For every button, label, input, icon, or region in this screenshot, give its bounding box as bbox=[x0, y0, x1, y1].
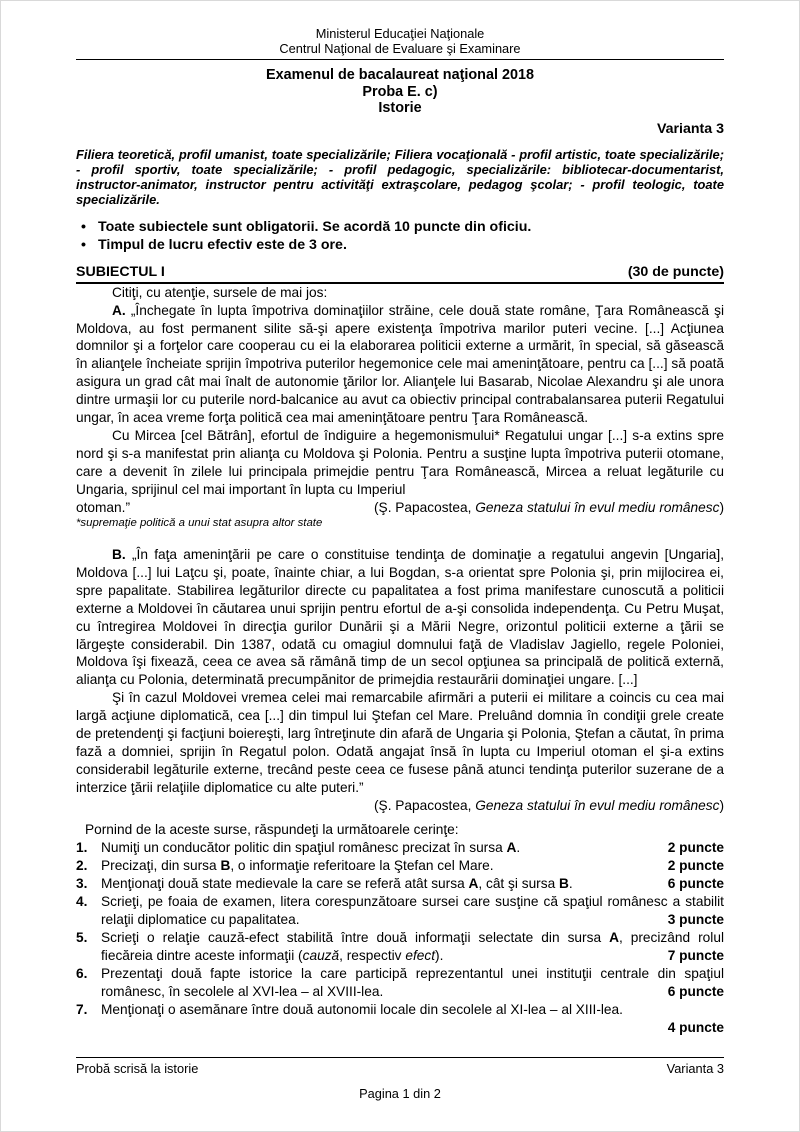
footer-page-number: Pagina 1 din 2 bbox=[359, 1086, 441, 1101]
ministry-header bbox=[76, 27, 724, 56]
subject1-heading: SUBIECTUL I bbox=[76, 263, 165, 280]
source-a-footnote: *supremaţie politică a unui stat asupra altor state bbox=[76, 517, 323, 530]
question-number: 3. bbox=[76, 876, 88, 892]
instruction-item bbox=[76, 218, 724, 237]
instructions-list bbox=[76, 218, 724, 255]
question-number: 1. bbox=[76, 840, 88, 856]
ministry-name: Ministerul Educaţiei Naţionale bbox=[315, 26, 485, 41]
page-footer bbox=[76, 1057, 724, 1101]
source-a-paragraph-1: A. „Închegate în lupta împotriva dominaţiilor străine, cele două state române, Ţara Românească şi Moldova, au fost permanent silite să-şi apere existenţa împotriva marilor puteri vecine. [...] Acţiunea domnilor şi a forţelor care cooperau cu ei la elaborarea politicii externe a urmărit, în special, să găsească în alianţele încheiate sprijin împotriva puterilor hegemonice cele mai ameninţătoare, pentru ca [...] să poată asigura un grad cât mai înalt de autonomie ţărilor lor. Alianţele lui Basarab, Nicolae Alexandru şi ale unora dintre urmaşii lor cu puterile nord-balcanice au avut ca obiectiv principal contrabalansarea puterii Regatului ungar, în acea vreme forţa politică cea mai ameninţătoare pentru Ţara Românească. bbox=[76, 302, 724, 426]
question-text: Scrieţi, pe foaia de examen, litera corespunzătoare sursei care susţine că spaţiul românesc a stabilit relaţii diplomatice cu papalitatea. bbox=[101, 894, 724, 928]
exam-page bbox=[1, 1, 799, 1036]
sources-intro: Citiţi, cu atenţie, sursele de mai jos: bbox=[112, 284, 328, 300]
subject1-heading-row bbox=[76, 263, 724, 284]
question-points: 4 puncte bbox=[667, 1019, 724, 1035]
evaluation-center-name: Centrul Naţional de Evaluare şi Examinare bbox=[279, 40, 521, 56]
bullet-icon: • bbox=[81, 218, 86, 235]
question-row bbox=[76, 839, 724, 857]
source-b-paragraph-1: B. „În faţa ameninţării pe care o constituise tendinţa de dominaţie a regatului angevin [Ungaria], Moldova [...] lui Laţcu şi, poate, înainte chiar, a lui Bogdan, s-a orientat spre Polonia şi, prin mijlocirea ei, spre papalitate. Stabilirea legăturilor directe cu papalitatea a fost prima manifestare cunoscută a politicii externe a Moldovei în căutarea unui sprijin pentru efortul de a-şi consolida independenţa. Cu Petru Muşat, cu întregirea Moldovei în direcţia gurilor Dunării şi a Mării Negre, orizontul politicii externe a ţării se lărgeşte considerabil. Din 1387, odată cu omagiul domnului faţă de Vladislav Jagiello, regele Poloniei, Moldova îşi fixează, ceea ce avea să rămână timp de un secol opţiunea sa principală de politică externă, alianţa cu Polonia, determinată precumpănitor de primejdia restaurării dominaţiei ungare. [...] bbox=[76, 546, 724, 688]
questions-prompt: Pornind de la aceste surse, răspundeţi la următoarele cerinţe: bbox=[85, 821, 459, 837]
question-number: 7. bbox=[76, 1001, 88, 1017]
question-body bbox=[101, 875, 724, 893]
source-b-paragraph-2: Şi în cazul Moldovei vremea celei mai remarcabile afirmări a puterii ei militare a coincis cu cea mai largă acţiune diplomatică, cea [...] din timpul lui Ştefan cel Mare. Preluând domnia în condiţii grele create de pretendenţi şi facţiuni boiereşti, larg întreţinute din afară de Ungaria şi Polonia, Ştefan a căutat, în prima fază a domniei, sprijin în Regatul polon. Odată angajat însă în lupta cu Imperiul otoman el şi-a extins considerabil legăturile externe, trecând peste ceea ce fusese până atunci tendinţa puterilor suzerane de a interzice ţării relaţiile diplomatice cu alte puteri.” bbox=[76, 690, 724, 795]
question-body bbox=[101, 857, 724, 875]
question-points: 7 puncte bbox=[667, 947, 724, 963]
question-body bbox=[101, 1001, 724, 1037]
variant-label: Varianta 3 bbox=[656, 120, 724, 137]
question-row bbox=[76, 929, 724, 965]
question-row bbox=[76, 875, 724, 893]
bullet-icon: • bbox=[81, 237, 86, 254]
subject1-points: (30 de puncte) bbox=[627, 263, 724, 280]
question-number: 5. bbox=[76, 930, 88, 945]
exam-title-block bbox=[76, 67, 724, 117]
question-text: Scrieţi o relaţie cauză-efect stabilită între două informaţii selectate din sursa A, precizând rolul fiecăreia dintre aceste informaţii (cauză, respectiv efect). bbox=[101, 930, 724, 963]
question-row bbox=[76, 893, 724, 929]
subject1-body bbox=[76, 284, 724, 1037]
question-text: Menţionaţi o asemănare între două autonomii locale din secolele al XI-lea – al XIII-lea. bbox=[101, 1001, 623, 1017]
question-row bbox=[76, 857, 724, 875]
source-a-last-words: otoman.” bbox=[76, 499, 131, 515]
question-points: 6 puncte bbox=[667, 876, 724, 892]
section-gap bbox=[76, 531, 724, 546]
header-divider bbox=[76, 59, 724, 60]
question-text: Menţionaţi două state medievale la care se referă atât sursa A, cât şi sursa B. bbox=[101, 876, 573, 892]
question-row bbox=[76, 965, 724, 1001]
source-a-citation-line bbox=[76, 499, 724, 517]
source-b-citation: (Ş. Papacostea, Geneza statului în evul mediu românesc) bbox=[374, 797, 724, 813]
small-gap bbox=[76, 815, 724, 819]
question-points: 2 puncte bbox=[667, 858, 724, 874]
question-body bbox=[101, 839, 724, 857]
footer-row bbox=[76, 1058, 724, 1076]
question-number: 4. bbox=[76, 894, 88, 910]
instruction-item bbox=[76, 236, 724, 255]
footer-exam-name: Probă scrisă la istorie bbox=[76, 1061, 199, 1076]
question-points: 2 puncte bbox=[667, 840, 724, 856]
questions-list bbox=[76, 839, 724, 1036]
question-text: Numiţi un conducător politic din spaţiul românesc precizat în sursa A. bbox=[101, 840, 521, 856]
question-body bbox=[101, 893, 724, 929]
exam-title: Examenul de bacalaureat naţional 2018 bbox=[266, 67, 534, 83]
exam-proba: Proba E. c) bbox=[362, 83, 438, 100]
instruction-text: Toate subiectele sunt obligatorii. Se acordă 10 puncte din oficiu. bbox=[98, 218, 532, 235]
source-a-citation: (Ş. Papacostea, Geneza statului în evul mediu românesc) bbox=[374, 499, 724, 515]
question-row bbox=[76, 1001, 724, 1037]
eligibility-text: Filiera teoretică, profil umanist, toate specializările; Filiera vocaţională - profil artistic, toate specializările; - profil sportiv, toate specializările; - profil pedagogic, specializările: bibliotecar-documentarist, instructor-animator, instructor pentru activităţi extraşcolare, pedagog şcolar; - profil teologic, toate specializările. bbox=[76, 146, 724, 207]
question-number: 6. bbox=[76, 965, 88, 981]
exam-subject: Istorie bbox=[378, 100, 422, 116]
question-body bbox=[101, 965, 724, 1001]
question-text: Prezentaţi două fapte istorice la care participă reprezentantul unei instituţii centrale din spaţiul românesc, în secolele al XVI-lea – al XVIII-lea. bbox=[101, 965, 724, 999]
question-points: 6 puncte bbox=[667, 983, 724, 999]
instruction-text: Timpul de lucru efectiv este de 3 ore. bbox=[98, 237, 347, 254]
question-body bbox=[101, 929, 724, 965]
source-a-paragraph-2: Cu Mircea [cel Bătrân], efortul de îndiguire a hegemonismului* Regatului ungar [...] s-a extins spre nord şi s-a manifestat prin alianţa cu Moldova şi Polonia. Pentru a susţine lupta împotriva puterii otomane, care a devenit în zilele lui principala primejdie pentru Ţara Românească, Mircea a reluat legăturile cu Ungaria, sprijinul cel mai important în lupta cu Imperiul bbox=[76, 427, 724, 497]
question-points: 3 puncte bbox=[667, 912, 724, 928]
question-number: 2. bbox=[76, 858, 88, 874]
footer-variant: Varianta 3 bbox=[666, 1061, 724, 1076]
question-text: Precizaţi, din sursa B, o informaţie referitoare la Ştefan cel Mare. bbox=[101, 858, 494, 874]
